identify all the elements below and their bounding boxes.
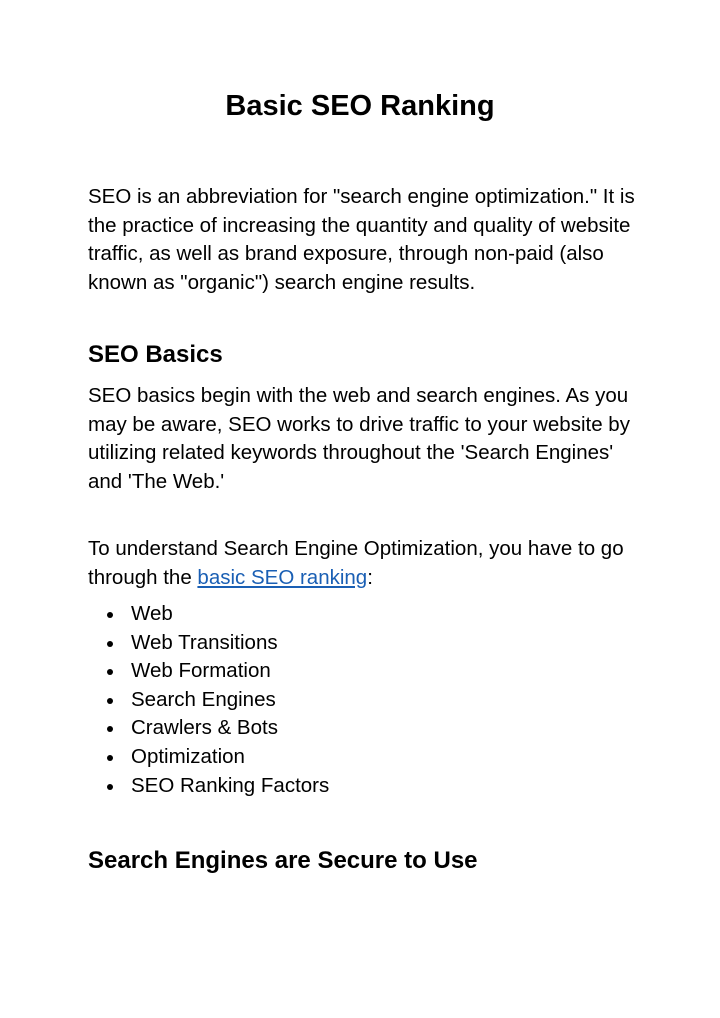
intro-paragraph: SEO is an abbreviation for "search engine optimization." It is the practice of increasing the quantity and quality of website traffic, as well as brand exposure, through non-paid (also known as "organic") search engine results.	[88, 185, 635, 294]
list-item	[103, 772, 329, 801]
bullet-icon	[107, 726, 113, 732]
seo-basics-heading: SEO Basics	[88, 341, 223, 368]
list-item-label: Optimization	[131, 744, 245, 768]
seo-basics-paragraph: SEO basics begin with the web and search engines. As you may be aware, SEO works to drive traffic to your website by utilizing related keywords throughout the 'Search Engines' and 'The Web.'	[88, 384, 630, 493]
list-item-label: Web	[131, 602, 173, 625]
bullet-icon	[107, 698, 113, 704]
bullet-icon	[107, 755, 113, 761]
list-item-label: SEO Ranking Factors	[131, 773, 330, 797]
topic-list	[103, 600, 329, 800]
secure-heading: Search Engines are Secure to Use	[88, 847, 478, 874]
bullet-icon	[107, 612, 113, 618]
list-item	[103, 743, 329, 772]
list-item	[103, 629, 329, 658]
list-item	[103, 714, 329, 743]
bullet-icon	[107, 784, 113, 790]
list-item	[103, 600, 329, 629]
list-item-label: Crawlers & Bots	[131, 716, 278, 740]
basic-seo-ranking-link[interactable]: basic SEO ranking	[197, 565, 368, 589]
understand-text-before: To understand Search Engine Optimization, you have to go through the	[88, 537, 624, 589]
list-item-label: Web Transitions	[131, 630, 278, 654]
list-item	[103, 657, 329, 686]
understand-paragraph	[88, 535, 648, 592]
bullet-icon	[107, 669, 113, 675]
bullet-icon	[107, 641, 113, 647]
understand-text-after: :	[367, 565, 373, 589]
list-item-label: Search Engines	[131, 687, 276, 711]
list-item-label: Web Formation	[131, 659, 271, 683]
page-title: Basic SEO Ranking	[225, 90, 495, 122]
list-item	[103, 686, 329, 715]
